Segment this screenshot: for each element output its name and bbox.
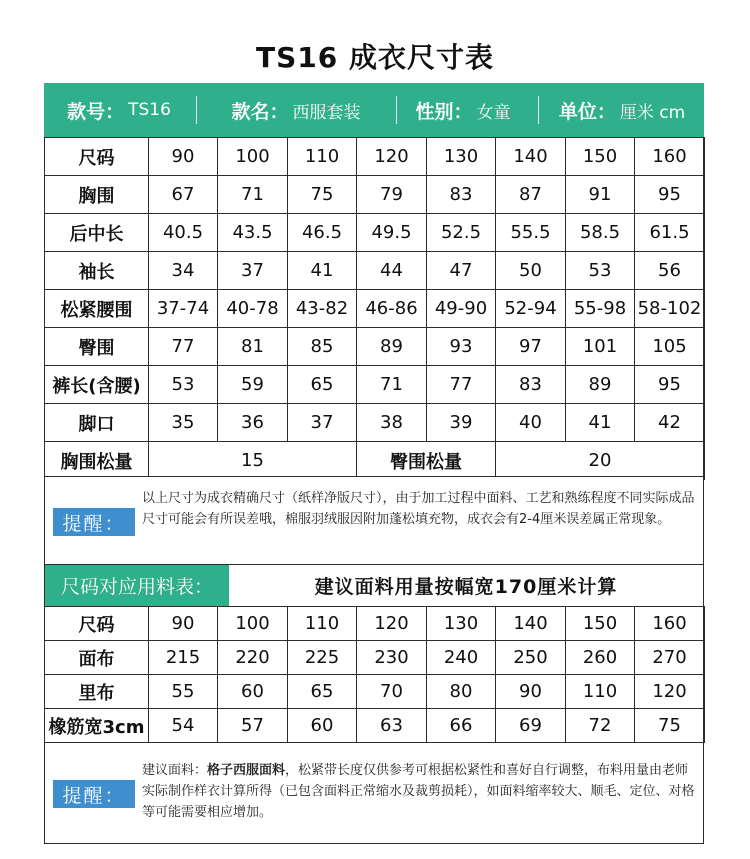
table-cell: 43.5 <box>218 214 288 252</box>
table-cell: 105 <box>635 328 705 366</box>
table-cell: 101 <box>566 328 635 366</box>
table-cell: 56 <box>635 252 705 290</box>
table-cell: 38 <box>357 404 427 442</box>
size-table <box>44 137 705 480</box>
row-label: 尺码 <box>45 607 149 641</box>
style-name <box>198 83 394 137</box>
row-label: 尺码 <box>45 138 149 176</box>
unit-label: 单位： <box>558 100 616 123</box>
style-no-label: 款号： <box>67 100 125 123</box>
style-no-value: TS16 <box>128 100 171 120</box>
table-cell: 52-94 <box>496 290 566 328</box>
table-cell: 120 <box>357 607 427 641</box>
table-cell: 65 <box>288 675 357 709</box>
table-cell: 35 <box>149 404 218 442</box>
table-cell: 120 <box>357 138 427 176</box>
table-row <box>45 214 705 252</box>
table-cell: 54 <box>149 709 218 743</box>
header-divider <box>396 96 397 124</box>
table-cell: 57 <box>218 709 288 743</box>
suggested-fabric-label: 建议面料： <box>142 763 208 778</box>
table-cell: 100 <box>218 607 288 641</box>
table-cell: 53 <box>566 252 635 290</box>
table-cell: 34 <box>149 252 218 290</box>
table-cell: 53 <box>149 366 218 404</box>
table-cell: 63 <box>357 709 427 743</box>
table-cell: 93 <box>427 328 496 366</box>
table-cell: 220 <box>218 641 288 675</box>
table-cell: 67 <box>149 176 218 214</box>
reminder-tag: 提醒： <box>53 508 135 536</box>
table-cell: 44 <box>357 252 427 290</box>
table-row <box>45 366 705 404</box>
table-cell: 89 <box>357 328 427 366</box>
ease-row <box>45 442 705 480</box>
table-cell: 160 <box>635 607 705 641</box>
table-cell: 40-78 <box>218 290 288 328</box>
table-cell: 250 <box>496 641 566 675</box>
table-cell: 47 <box>427 252 496 290</box>
table-cell: 42 <box>635 404 705 442</box>
table-cell: 150 <box>566 607 635 641</box>
table-cell: 55.5 <box>496 214 566 252</box>
gender <box>398 83 528 137</box>
table-cell: 43-82 <box>288 290 357 328</box>
hip-ease-value: 20 <box>496 442 705 480</box>
row-label: 臀围 <box>45 328 149 366</box>
table-cell: 58-102 <box>635 290 705 328</box>
table-cell: 240 <box>427 641 496 675</box>
header-bar <box>44 83 704 137</box>
row-label: 脚口 <box>45 404 149 442</box>
table-cell: 87 <box>496 176 566 214</box>
fabric-reminder-rest: ，松紧带长度仅供参考可根据松紧性和喜好自行调整，布料用量由老师实际制作样衣计算所得（已包含面料正常缩水及裁剪损耗），如面料缩率较大、顺毛、定位、对格等可能需要相应增加。 <box>142 763 695 820</box>
table-cell: 52.5 <box>427 214 496 252</box>
table-row <box>45 138 705 176</box>
table-cell: 270 <box>635 641 705 675</box>
table-cell: 58.5 <box>566 214 635 252</box>
table-cell: 120 <box>635 675 705 709</box>
fabric-header <box>44 565 704 606</box>
table-cell: 40 <box>496 404 566 442</box>
table-cell: 150 <box>566 138 635 176</box>
table-cell: 90 <box>496 675 566 709</box>
table-cell: 140 <box>496 138 566 176</box>
table-cell: 50 <box>496 252 566 290</box>
table-cell: 83 <box>427 176 496 214</box>
gender-value: 女童 <box>476 102 511 123</box>
table-row <box>45 709 705 743</box>
table-cell: 71 <box>218 176 288 214</box>
row-label: 里布 <box>45 675 149 709</box>
page-title: TS16 成衣尺寸表 <box>256 41 494 74</box>
table-cell: 46.5 <box>288 214 357 252</box>
table-cell: 41 <box>566 404 635 442</box>
table-row <box>45 404 705 442</box>
table-cell: 110 <box>566 675 635 709</box>
table-cell: 71 <box>357 366 427 404</box>
style-name-value: 西服套装 <box>292 102 361 123</box>
table-row <box>45 252 705 290</box>
fabric-table-tag: 尺码对应用料表： <box>45 565 229 606</box>
table-cell: 95 <box>635 366 705 404</box>
table-row <box>45 641 705 675</box>
table-cell: 110 <box>288 138 357 176</box>
table-cell: 72 <box>566 709 635 743</box>
table-cell: 91 <box>566 176 635 214</box>
chest-ease-value: 15 <box>149 442 357 480</box>
table-cell: 61.5 <box>635 214 705 252</box>
row-label: 橡筋宽3cm <box>45 709 149 743</box>
table-cell: 80 <box>427 675 496 709</box>
table-cell: 90 <box>149 138 218 176</box>
table-cell: 70 <box>357 675 427 709</box>
table-cell: 110 <box>288 607 357 641</box>
table-cell: 100 <box>218 138 288 176</box>
table-row <box>45 328 705 366</box>
table-row <box>45 607 705 641</box>
row-label: 后中长 <box>45 214 149 252</box>
table-cell: 36 <box>218 404 288 442</box>
table-cell: 37 <box>288 404 357 442</box>
table-cell: 55-98 <box>566 290 635 328</box>
table-cell: 60 <box>288 709 357 743</box>
reminder-tag: 提醒： <box>53 780 135 808</box>
table-row <box>45 675 705 709</box>
table-cell: 49.5 <box>357 214 427 252</box>
table-cell: 89 <box>566 366 635 404</box>
table-cell: 85 <box>288 328 357 366</box>
style-name-label: 款名： <box>231 100 289 123</box>
table-cell: 65 <box>288 366 357 404</box>
table-cell: 215 <box>149 641 218 675</box>
fabric-reminder-text <box>142 760 695 823</box>
table-cell: 81 <box>218 328 288 366</box>
table-cell: 37-74 <box>149 290 218 328</box>
table-cell: 95 <box>635 176 705 214</box>
table-cell: 90 <box>149 607 218 641</box>
table-cell: 66 <box>427 709 496 743</box>
table-cell: 77 <box>427 366 496 404</box>
table-cell: 60 <box>218 675 288 709</box>
table-cell: 230 <box>357 641 427 675</box>
table-cell: 46-86 <box>357 290 427 328</box>
table-cell: 75 <box>635 709 705 743</box>
table-cell: 130 <box>427 607 496 641</box>
table-row <box>45 176 705 214</box>
row-label: 袖长 <box>45 252 149 290</box>
row-label: 面布 <box>45 641 149 675</box>
fabric-width-note: 建议面料用量按幅宽170厘米计算 <box>314 576 618 598</box>
header-divider <box>538 96 539 124</box>
gender-label: 性别： <box>415 100 473 123</box>
table-cell: 49-90 <box>427 290 496 328</box>
row-label: 松紧腰围 <box>45 290 149 328</box>
unit-value: 厘米 cm <box>619 102 686 123</box>
unit <box>540 83 704 137</box>
reminder-box <box>44 476 704 565</box>
table-cell: 160 <box>635 138 705 176</box>
chest-ease-label: 胸围松量 <box>45 442 149 480</box>
table-cell: 77 <box>149 328 218 366</box>
table-cell: 97 <box>496 328 566 366</box>
table-cell: 41 <box>288 252 357 290</box>
reminder-text: 以上尺寸为成衣精确尺寸（纸样净版尺寸），由于加工过程中面料、工艺和熟练程度不同实际成品尺寸可能会有所误差哦，棉服羽绒服因附加蓬松填充物，成衣会有2-4厘米误差属正常现象。 <box>142 491 695 527</box>
table-cell: 130 <box>427 138 496 176</box>
hip-ease-label: 臀围松量 <box>357 442 496 480</box>
table-cell: 37 <box>218 252 288 290</box>
header-divider <box>196 96 197 124</box>
table-row <box>45 290 705 328</box>
row-label: 裤长(含腰) <box>45 366 149 404</box>
fabric-table <box>44 606 705 743</box>
table-cell: 140 <box>496 607 566 641</box>
style-no <box>44 83 194 137</box>
table-cell: 75 <box>288 176 357 214</box>
row-label: 胸围 <box>45 176 149 214</box>
fabric-reminder-box <box>44 742 704 844</box>
suggested-fabric-name: 格子西服面料 <box>207 763 286 778</box>
table-cell: 79 <box>357 176 427 214</box>
table-cell: 83 <box>496 366 566 404</box>
table-cell: 55 <box>149 675 218 709</box>
table-cell: 39 <box>427 404 496 442</box>
table-cell: 225 <box>288 641 357 675</box>
table-cell: 260 <box>566 641 635 675</box>
table-cell: 40.5 <box>149 214 218 252</box>
table-cell: 69 <box>496 709 566 743</box>
table-cell: 59 <box>218 366 288 404</box>
